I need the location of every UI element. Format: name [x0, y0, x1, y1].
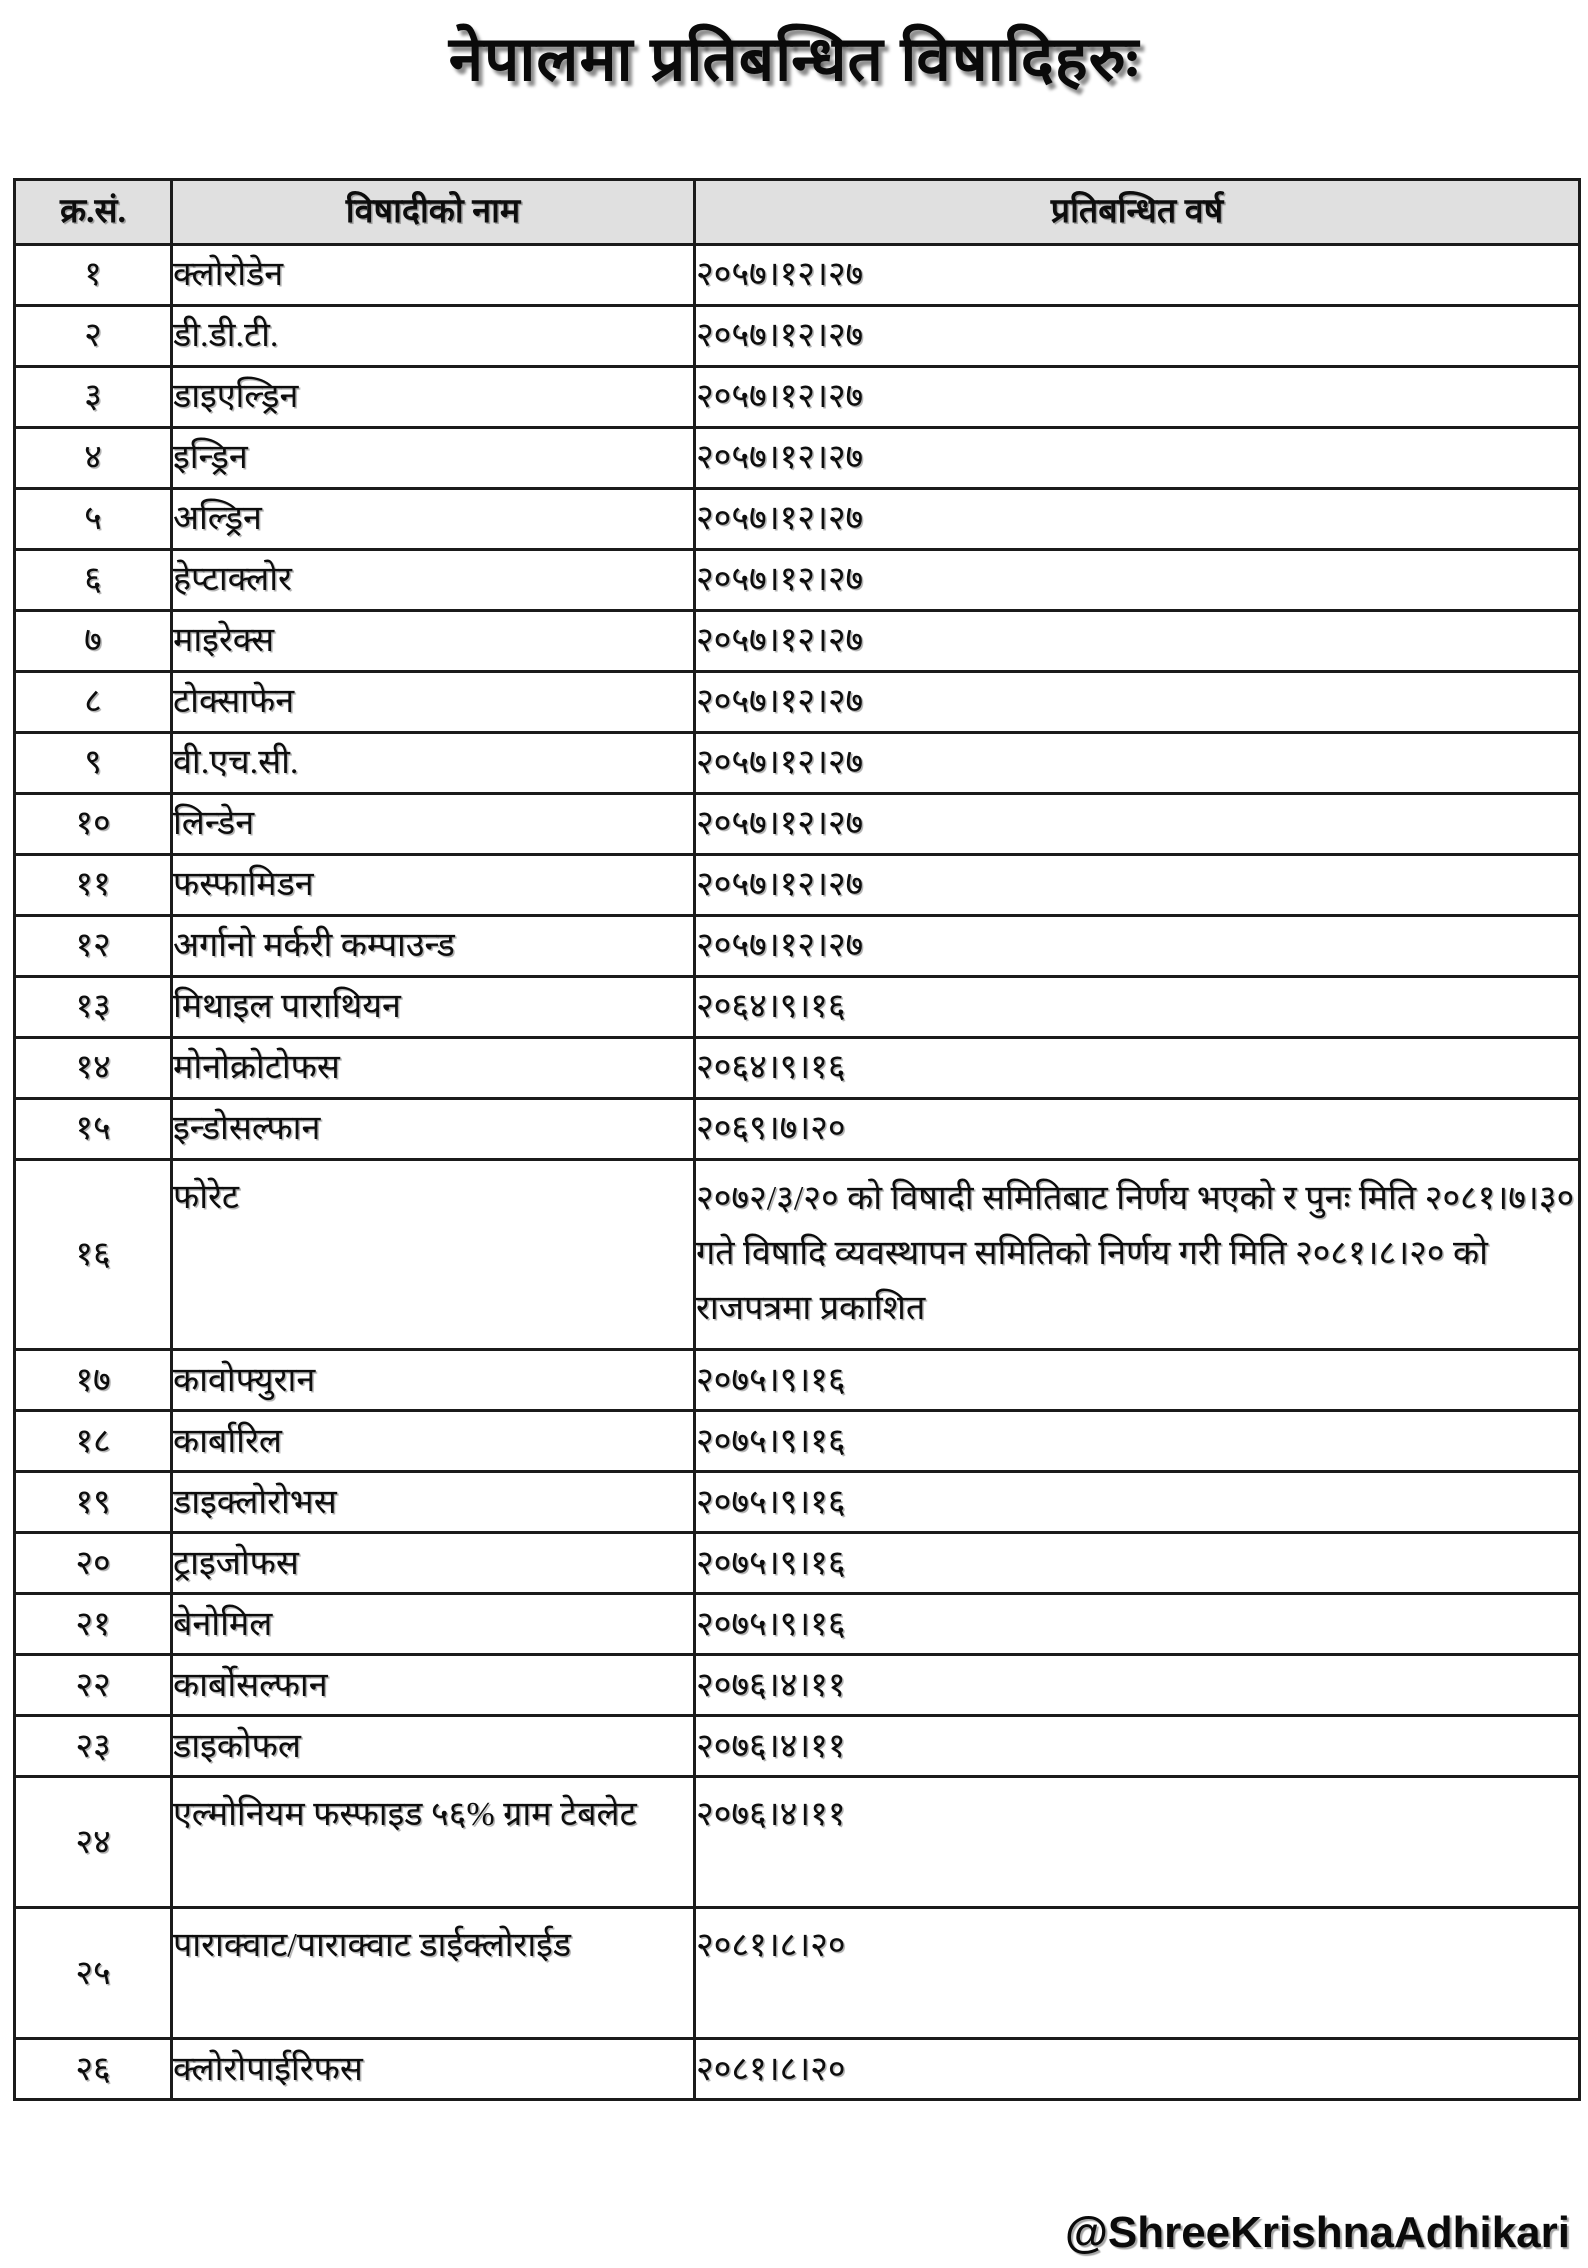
cell-pesticide-name: अर्गानो मर्करी कम्पाउन्ड [172, 916, 695, 977]
table-row [15, 916, 1580, 977]
table-row [15, 855, 1580, 916]
cell-serial-number: १६ [15, 1160, 172, 1350]
table-header-row [15, 180, 1580, 245]
cell-serial-number: ७ [15, 611, 172, 672]
cell-banned-year: २०५७।१२।२७ [695, 306, 1580, 367]
cell-serial-number: २६ [15, 2039, 172, 2100]
title-container [0, 22, 1588, 100]
table-body [15, 245, 1580, 2100]
cell-serial-number: ३ [15, 367, 172, 428]
cell-serial-number: १९ [15, 1472, 172, 1533]
table-header [15, 180, 1580, 245]
cell-pesticide-name: डाइकोफल [172, 1716, 695, 1777]
cell-banned-year: २०७५।९।१६ [695, 1411, 1580, 1472]
cell-banned-year: २०६४।९।१६ [695, 1038, 1580, 1099]
table-row [15, 367, 1580, 428]
cell-pesticide-name: मोनोक्रोटोफस [172, 1038, 695, 1099]
cell-banned-year: २०५७।१२।२७ [695, 428, 1580, 489]
page-title: नेपालमा प्रतिबन्धित विषादिहरुः [448, 26, 1140, 94]
banned-pesticides-table [13, 178, 1581, 2101]
cell-banned-year: २०६९।७।२० [695, 1099, 1580, 1160]
cell-pesticide-name: हेप्टाक्लोर [172, 550, 695, 611]
cell-pesticide-name: वी.एच.सी. [172, 733, 695, 794]
cell-serial-number: १३ [15, 977, 172, 1038]
cell-banned-year: २०५७।१२।२७ [695, 672, 1580, 733]
cell-pesticide-name: ट्राइजोफस [172, 1533, 695, 1594]
cell-pesticide-name: इन्ड्रिन [172, 428, 695, 489]
cell-banned-year: २०५७।१२।२७ [695, 611, 1580, 672]
cell-pesticide-name: कार्बोसल्फान [172, 1655, 695, 1716]
cell-serial-number: १ [15, 245, 172, 306]
cell-serial-number: २२ [15, 1655, 172, 1716]
cell-serial-number: ४ [15, 428, 172, 489]
cell-pesticide-name: पाराक्वाट/पाराक्वाट डाईक्लोराईड [172, 1908, 695, 2039]
cell-banned-year: २०७६।४।११ [695, 1716, 1580, 1777]
table-row [15, 550, 1580, 611]
table-row [15, 733, 1580, 794]
cell-pesticide-name: बेनोमिल [172, 1594, 695, 1655]
cell-pesticide-name: कावोफ्युरान [172, 1350, 695, 1411]
cell-pesticide-name: डी.डी.टी. [172, 306, 695, 367]
table-row [15, 1533, 1580, 1594]
cell-serial-number: २ [15, 306, 172, 367]
cell-banned-year: २०५७।१२।२७ [695, 733, 1580, 794]
cell-serial-number: २४ [15, 1777, 172, 1908]
cell-pesticide-name: फोरेट [172, 1160, 695, 1350]
cell-banned-year: २०७५।९।१६ [695, 1594, 1580, 1655]
table-row [15, 794, 1580, 855]
cell-serial-number: १८ [15, 1411, 172, 1472]
cell-serial-number: १२ [15, 916, 172, 977]
cell-pesticide-name: क्लोरोडेन [172, 245, 695, 306]
cell-serial-number: १४ [15, 1038, 172, 1099]
cell-banned-year: २०५७।१२।२७ [695, 794, 1580, 855]
table-row [15, 489, 1580, 550]
cell-banned-year: २०७५।९।१६ [695, 1533, 1580, 1594]
cell-banned-year: २०५७।१२।२७ [695, 245, 1580, 306]
cell-serial-number: ५ [15, 489, 172, 550]
cell-pesticide-name: एल्मोनियम फस्फाइड ५६% ग्राम टेबलेट [172, 1777, 695, 1908]
table-row [15, 977, 1580, 1038]
cell-banned-year: २०७५।९।१६ [695, 1350, 1580, 1411]
table-row [15, 1350, 1580, 1411]
cell-serial-number: ११ [15, 855, 172, 916]
cell-banned-year: २०८१।८।२० [695, 1908, 1580, 2039]
cell-serial-number: २३ [15, 1716, 172, 1777]
cell-banned-year: २०७२/३/२० को विषादी समितिबाट निर्णय भएको र पुनः मिति २०८१।७।३० गते विषादि व्यवस्थापन समितिको निर्णय गरी मिति २०८१।८।२० को राजपत्रमा प्रकाशित [695, 1160, 1580, 1350]
cell-serial-number: २० [15, 1533, 172, 1594]
table-row [15, 1716, 1580, 1777]
cell-banned-year: २०७६।४।११ [695, 1655, 1580, 1716]
cell-banned-year: २०६४।९।१६ [695, 977, 1580, 1038]
cell-serial-number: ९ [15, 733, 172, 794]
cell-pesticide-name: लिन्डेन [172, 794, 695, 855]
cell-banned-year: २०५७।१२।२७ [695, 550, 1580, 611]
table-row [15, 1411, 1580, 1472]
table-row [15, 1908, 1580, 2039]
cell-pesticide-name: मिथाइल पाराथियन [172, 977, 695, 1038]
cell-serial-number: १५ [15, 1099, 172, 1160]
cell-serial-number: १७ [15, 1350, 172, 1411]
table-row [15, 1038, 1580, 1099]
cell-pesticide-name: अल्ड्रिन [172, 489, 695, 550]
table-row [15, 1655, 1580, 1716]
table-row [15, 1777, 1580, 1908]
cell-pesticide-name: इन्डोसल्फान [172, 1099, 695, 1160]
cell-banned-year: २०८१।८।२० [695, 2039, 1580, 2100]
cell-banned-year: २०५७।१२।२७ [695, 855, 1580, 916]
cell-pesticide-name: डाइक्लोरोभस [172, 1472, 695, 1533]
cell-pesticide-name: कार्बारिल [172, 1411, 695, 1472]
table-row [15, 1594, 1580, 1655]
cell-banned-year: २०५७।१२।२७ [695, 916, 1580, 977]
table-row [15, 245, 1580, 306]
cell-banned-year: २०७६।४।११ [695, 1777, 1580, 1908]
cell-serial-number: ६ [15, 550, 172, 611]
cell-banned-year: २०५७।१२।२७ [695, 489, 1580, 550]
column-header-pesticide-name: विषादीको नाम [172, 180, 695, 245]
table-row [15, 611, 1580, 672]
cell-pesticide-name: डाइएल्ड्रिन [172, 367, 695, 428]
table-row [15, 1160, 1580, 1350]
table-row [15, 1472, 1580, 1533]
cell-serial-number: ८ [15, 672, 172, 733]
cell-serial-number: १० [15, 794, 172, 855]
cell-pesticide-name: फस्फामिडन [172, 855, 695, 916]
column-header-banned-year: प्रतिबन्धित वर्ष [695, 180, 1580, 245]
table-row [15, 306, 1580, 367]
cell-pesticide-name: क्लोरोपाईरिफस [172, 2039, 695, 2100]
table-row [15, 2039, 1580, 2100]
table-row [15, 1099, 1580, 1160]
cell-banned-year: २०७५।९।१६ [695, 1472, 1580, 1533]
watermark-credit: @ShreeKrishnaAdhikari [1064, 2208, 1570, 2257]
cell-serial-number: २१ [15, 1594, 172, 1655]
table-row [15, 672, 1580, 733]
column-header-serial-number: क्र.सं. [15, 180, 172, 245]
cell-pesticide-name: माइरेक्स [172, 611, 695, 672]
table-row [15, 428, 1580, 489]
cell-pesticide-name: टोक्साफेन [172, 672, 695, 733]
cell-serial-number: २५ [15, 1908, 172, 2039]
cell-banned-year: २०५७।१२।२७ [695, 367, 1580, 428]
banned-pesticides-table-container [13, 178, 1578, 2101]
